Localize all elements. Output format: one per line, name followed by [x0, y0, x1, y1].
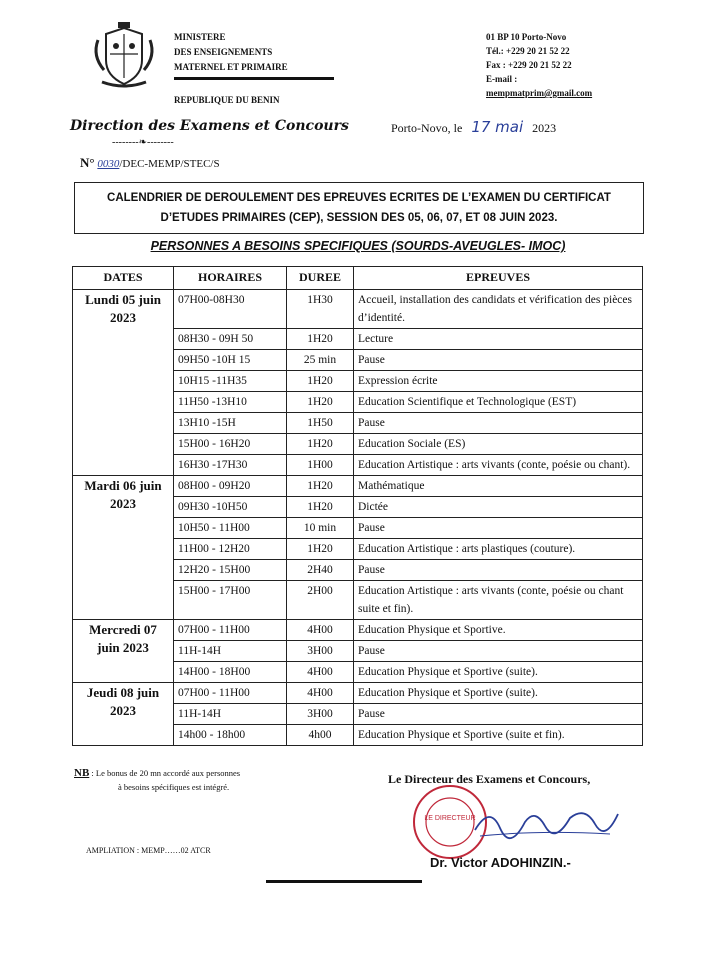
table-header-row	[73, 267, 643, 290]
duration-cell: 3H00	[287, 704, 354, 725]
time-cell: 11H-14H	[174, 704, 287, 725]
duration-cell: 4H00	[287, 620, 354, 641]
epreuve-cell: Pause	[354, 518, 643, 539]
duration-cell: 10 min	[287, 518, 354, 539]
epreuve-cell: Pause	[354, 560, 643, 581]
ref-prefix: N°	[80, 155, 95, 170]
time-cell: 10H15 -11H35	[174, 371, 287, 392]
time-cell: 08H30 - 09H 50	[174, 329, 287, 350]
time-cell: 15H00 - 16H20	[174, 434, 287, 455]
ministry-line: DES ENSEIGNEMENTS	[174, 47, 273, 57]
date-year: 2023	[532, 121, 557, 135]
ministry-line: MATERNEL ET PRIMAIRE	[174, 62, 288, 72]
direction-title: Direction des Examens et Concours	[70, 118, 349, 134]
epreuve-cell: Education Artistique : arts vivants (conte, poésie ou chant).	[354, 455, 643, 476]
epreuve-cell: Expression écrite	[354, 371, 643, 392]
subtitle: PERSONNES A BESOINS SPECIFIQUES (SOURDS-AVEUGLES- IMOC)	[150, 239, 566, 253]
duration-cell: 4h00	[287, 725, 354, 746]
duration-cell: 1H50	[287, 413, 354, 434]
ampliation: AMPLIATION : MEMP……02 ATCR	[86, 846, 211, 855]
epreuve-cell: Dictée	[354, 497, 643, 518]
duration-cell: 1H20	[287, 434, 354, 455]
epreuve-cell: Mathématique	[354, 476, 643, 497]
ministry-line: MINISTERE	[174, 32, 226, 42]
time-cell: 09H50 -10H 15	[174, 350, 287, 371]
time-cell: 14h00 - 18h00	[174, 725, 287, 746]
duration-cell: 1H20	[287, 539, 354, 560]
date-cell: Lundi 05 juin 2023	[73, 290, 174, 476]
table-row	[73, 683, 643, 704]
duration-cell: 3H00	[287, 641, 354, 662]
reference-number	[80, 155, 220, 171]
duration-cell: 2H00	[287, 581, 354, 620]
contact-fax: Fax : +229 20 21 52 22	[486, 60, 572, 70]
epreuve-cell: Accueil, installation des candidats et vérification des pièces d’identité.	[354, 290, 643, 329]
table-row	[73, 290, 643, 329]
note-block	[74, 766, 240, 794]
date-cell: Jeudi 08 juin 2023	[73, 683, 174, 746]
header-epreuves: EPREUVES	[354, 267, 643, 290]
header-dates: DATES	[73, 267, 174, 290]
duration-cell: 25 min	[287, 350, 354, 371]
signatory-title: Le Directeur des Examens et Concours,	[388, 772, 591, 786]
duration-cell: 4H00	[287, 662, 354, 683]
time-cell: 09H30 -10H50	[174, 497, 287, 518]
nb-text: : Le bonus de 20 mn accordé aux personnes	[91, 768, 241, 778]
time-cell: 07H00 - 11H00	[174, 620, 287, 641]
contact-address: 01 BP 10 Porto-Novo	[486, 32, 567, 42]
time-cell: 11H50 -13H10	[174, 392, 287, 413]
nb-label: NB	[74, 767, 90, 779]
time-cell: 08H00 - 09H20	[174, 476, 287, 497]
handwritten-date: 17 mai	[471, 118, 524, 136]
date-cell: Mardi 06 juin 2023	[73, 476, 174, 620]
epreuve-cell: Education Artistique : arts plastiques (couture).	[354, 539, 643, 560]
time-cell: 13H10 -15H	[174, 413, 287, 434]
time-cell: 14H00 - 18H00	[174, 662, 287, 683]
epreuve-cell: Pause	[354, 704, 643, 725]
title-box	[74, 182, 644, 234]
duration-cell: 1H20	[287, 497, 354, 518]
duration-cell: 1H20	[287, 329, 354, 350]
time-cell: 11H-14H	[174, 641, 287, 662]
table-row	[73, 476, 643, 497]
nb-text-2: à besoins spécifiques est intégré.	[118, 782, 230, 792]
epreuve-cell: Pause	[354, 350, 643, 371]
coat-of-arms-emblem	[88, 20, 160, 92]
time-cell: 16H30 -17H30	[174, 455, 287, 476]
ref-number: 0030	[97, 158, 120, 170]
stamp-text: LE DIRECTEUR	[424, 815, 476, 822]
table-body	[73, 290, 643, 746]
place-date	[391, 118, 556, 136]
header-duree: DUREE	[287, 267, 354, 290]
title-line-2: D’ETUDES PRIMAIRES (CEP), SESSION DES 05, 06, 07, ET 08 JUIN 2023.	[160, 212, 558, 224]
handwritten-signature	[470, 800, 620, 840]
schedule-table	[72, 266, 643, 746]
epreuve-cell: Education Artistique : arts vivants (conte, poésie ou chant suite et fin).	[354, 581, 643, 620]
decorative-dashes: --------❧--------	[112, 137, 174, 148]
time-cell: 12H20 - 15H00	[174, 560, 287, 581]
epreuve-cell: Pause	[354, 641, 643, 662]
epreuve-cell: Education Physique et Sportive (suite et fin).	[354, 725, 643, 746]
ministry-divider	[174, 77, 334, 80]
epreuve-cell: Education Sociale (ES)	[354, 434, 643, 455]
time-cell: 11H00 - 12H20	[174, 539, 287, 560]
contact-block	[486, 30, 592, 100]
epreuve-cell: Education Physique et Sportive.	[354, 620, 643, 641]
contact-email: mempmatprim@gmail.com	[486, 88, 593, 98]
epreuve-cell: Education Scientifique et Technologique (EST)	[354, 392, 643, 413]
epreuve-cell: Lecture	[354, 329, 643, 350]
footer-divider	[266, 880, 422, 883]
ref-suffix: /DEC-MEMP/STEC/S	[119, 158, 220, 170]
duration-cell: 4H00	[287, 683, 354, 704]
contact-tel: Tél.: +229 20 21 52 22	[486, 46, 570, 56]
epreuve-cell: Education Physique et Sportive (suite).	[354, 683, 643, 704]
date-cell: Mercredi 07 juin 2023	[73, 620, 174, 683]
table-row	[73, 620, 643, 641]
header-horaires: HORAIRES	[174, 267, 287, 290]
time-cell: 07H00 - 11H00	[174, 683, 287, 704]
duration-cell: 1H20	[287, 392, 354, 413]
duration-cell: 1H30	[287, 290, 354, 329]
duration-cell: 1H20	[287, 371, 354, 392]
ministry-block	[174, 30, 334, 86]
title-line-1: CALENDRIER DE DEROULEMENT DES EPREUVES ECRITES DE L’EXAMEN DU CERTIFICAT	[107, 192, 611, 204]
time-cell: 15H00 - 17H00	[174, 581, 287, 620]
republic-label: REPUBLIQUE DU BENIN	[174, 95, 280, 105]
epreuve-cell: Pause	[354, 413, 643, 434]
duration-cell: 1H20	[287, 476, 354, 497]
duration-cell: 2H40	[287, 560, 354, 581]
time-cell: 07H00-08H30	[174, 290, 287, 329]
contact-email-label: E-mail :	[486, 74, 518, 84]
epreuve-cell: Education Physique et Sportive (suite).	[354, 662, 643, 683]
time-cell: 10H50 - 11H00	[174, 518, 287, 539]
director-name: Dr. Victor ADOHINZIN.-	[430, 855, 571, 870]
duration-cell: 1H00	[287, 455, 354, 476]
place-prefix: Porto-Novo, le	[391, 121, 463, 135]
